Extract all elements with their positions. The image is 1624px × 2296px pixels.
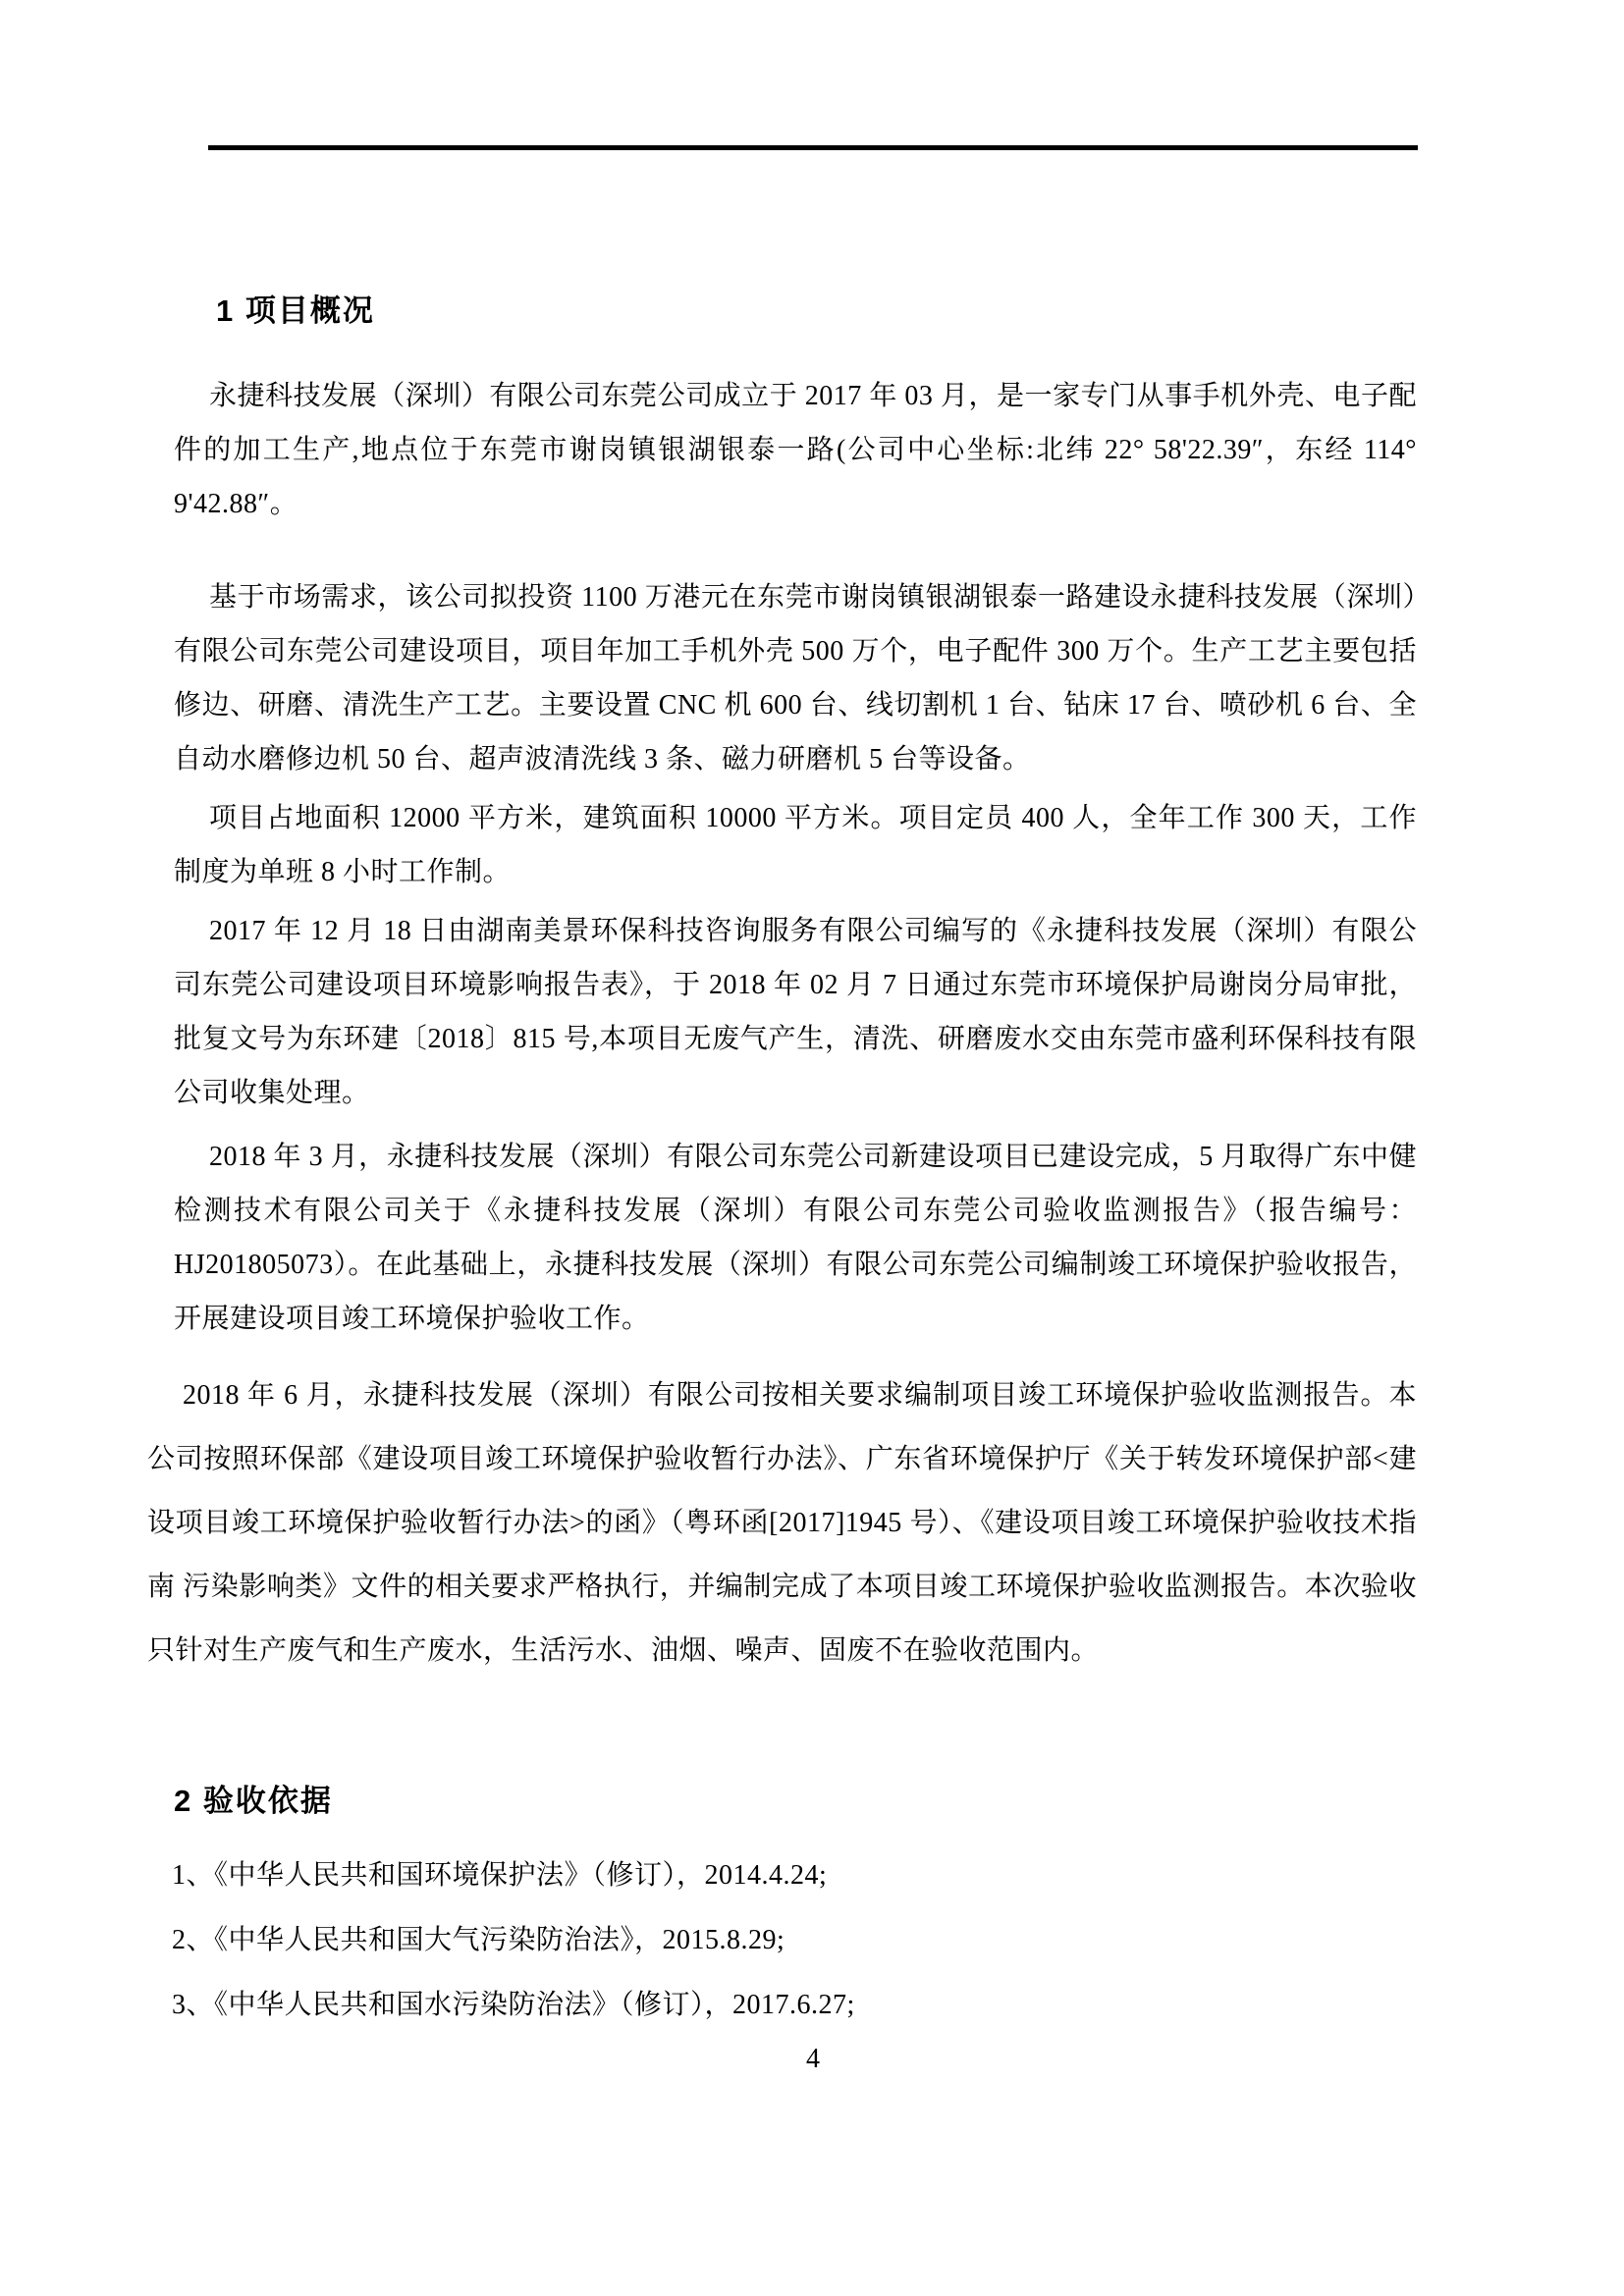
paragraph-construction-completion: 2018 年 3 月，永捷科技发展（深圳）有限公司东莞公司新建设项目已建设完成，5 月取得广东中健检测技术有限公司关于《永捷科技发展（深圳）有限公司东莞公司验收监测报告》（报告编号：HJ201805073）。在此基础上，永捷科技发展（深圳）有限公司东莞公司编制竣工环境保护验收报告，开展建设项目竣工环境保护验收工作。	[174, 1142, 1417, 1334]
paragraph-area-staff: 项目占地面积 12000 平方米，建筑面积 10000 平方米。项目定员 400 人，全年工作 300 天，工作制度为单班 8 小时工作制。	[174, 803, 1417, 887]
paragraph-eia-approval: 2017 年 12 月 18 日由湖南美景环保科技咨询服务有限公司编写的《永捷科技发展（深圳）有限公司东莞公司建设项目环境影响报告表》，于 2018 年 02 月 7 日通过东莞市环境保护局谢岗分局审批，批复文号为东环建〔2018〕815 号,本项目无废气产生，清洗、研磨废水交由东莞市盛利环保科技有限公司收集处理。	[174, 916, 1417, 1108]
list-item-water-pollution-law: 3、《中华人民共和国水污染防治法》（修订），2017.6.27;	[172, 1990, 855, 2020]
section-1-heading: 1 项目概况	[216, 294, 375, 328]
paragraph-company-overview: 永捷科技发展（深圳）有限公司东莞公司成立于 2017 年 03 月，是一家专门从事手机外壳、电子配件的加工生产,地点位于东莞市谢岗镇银湖银泰一路(公司中心坐标:北纬 22° 58'22.39″，东经 114° 9'42.88″。	[174, 381, 1417, 519]
section-2-heading: 2 验收依据	[174, 1784, 333, 1818]
page-number: 4	[806, 2044, 820, 2074]
paragraph-investment-equipment: 基于市场需求，该公司拟投资 1100 万港元在东莞市谢岗镇银湖银泰一路建设永捷科技发展（深圳）有限公司东莞公司建设项目，项目年加工手机外壳 500 万个，电子配件 300 万个。生产工艺主要包括修边、研磨、清洗生产工艺。主要设置 CNC 机 600 台、线切割机 1 台、钻床 17 台、喷砂机 6 台、全自动水磨修边机 50 台、超声波清洗线 3 条、磁力研磨机 5 台等设备。	[174, 582, 1417, 774]
paragraph-acceptance-monitoring: 2018 年 6 月，永捷科技发展（深圳）有限公司按相关要求编制项目竣工环境保护验收监测报告。本公司按照环保部《建设项目竣工环境保护验收暂行办法》、广东省环境保护厅《关于转发环境保护部<建设项目竣工环境保护验收暂行办法>的函》（粤环函[2017]1945 号）、《建设项目竣工环境保护验收技术指南 污染影响类》文件的相关要求严格执行，并编制完成了本项目竣工环境保护验收监测报告。本次验收只针对生产废气和生产废水，生活污水、油烟、噪声、固废不在验收范围内。	[147, 1380, 1417, 1666]
list-item-environmental-protection-law: 1、《中华人民共和国环境保护法》（修订），2014.4.24;	[172, 1860, 828, 1891]
acceptance-basis-list	[172, 1861, 1419, 2056]
header-rule	[208, 145, 1418, 150]
list-item-air-pollution-law: 2、《中华人民共和国大气污染防治法》，2015.8.29;	[172, 1925, 785, 1955]
